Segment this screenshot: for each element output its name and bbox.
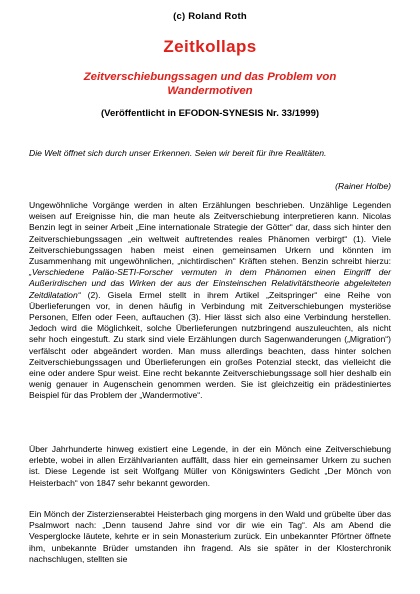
publication-info: (Veröffentlicht in EFODON-SYNESIS Nr. 33/1999) <box>100 108 320 119</box>
article-title: Zeitkollaps <box>163 37 257 56</box>
epigraph-author: (Rainer Holbe) <box>335 181 391 191</box>
paragraph-1-part-b: (2). Gisela Ermel stellt in ihrem Artikel „Zeitspringer“ eine Reihe von Überlieferungen vor, in denen häufig in Verbindung mit Zeitverschiebungen mysteriöse Personen, Elfen oder Feen, auftauchen (3). Hier lässt sich also eine Verbindung herstellen. Jedoch wird die Möglichkeit, solche Überlieferungen nutzbringend auszuleuchten, als nicht sehr hoch eingestuft. Zu stark sind viele Erzählungen durch Sagenwanderungen („Migration“) verfälscht oder abgeändert worden. Man muss allerdings beachten, dass hinter solchen Zeitverschiebungssagen und Überlieferungen ein großes Potenzial steckt, das vielleicht die eine oder andere Spur weist. Eine recht bekannte Zeitverschiebungssage soll hier deshalb ein wenig genauer in Augenschein genommen werden. Sie ist gleichzeitig ein prädestiniertes Beispiel für das Problem der „Wandermotive“. <box>29 289 391 401</box>
paragraph-1 <box>29 200 391 402</box>
paragraph-1-quote: „Verschiedene Paläo-SETI-Forscher vermuten in dem Phänomen einen Eingriff der Außerirdischen und das Wirken der aus der Einsteinschen Relativitätstheorie abgeleiteten Zeitdilatation“ <box>29 267 391 300</box>
paragraph-1-part-a: Ungewöhnliche Vorgänge werden in alten Erzählungen beschrieben. Unzählige Legenden weisen auf Ereignisse hin, die man heute als Zeitverschiebung interpretieren kann. Nicolas Benzin legt in seiner Arbeit „Eine internationale Strategie der Götter“ dar, dass sich hinter den Zeitverschiebungssagen „ein weltweit auftretendes reales Phänomen verbirgt“ (1). Viele Zeitverschiebungssagen haben meist einen gemeinsamen Urkern und könnten im Zusammenhang mit ungewöhnlichen, „nichtirdischen“ Kräften stehen. Benzin schreibt hierzu: <box>29 200 391 267</box>
paragraph-3: Ein Mönch der Zisterzienserabtei Heisterbach ging morgens in den Wald und grübelte über das Psalmwort nach: „Denn tausend Jahre sind vor dir wie ein Tag“. Als am Abend die Vesperglocke läutete, kehrte er in sein Monasterium zurück. Ein unbekannter Pförtner öffnete ihm, unbekannte Brüder umstanden ihn fragend. Als sie später in der Klosterchronik nachschlugen, stellten sie <box>29 509 391 564</box>
article-subtitle: Zeitverschiebungssagen und das Problem von Wandermotiven <box>83 71 337 97</box>
epigraph-quote: Die Welt öffnet sich durch unser Erkennen. Seien wir bereit für ihre Realitäten. <box>29 148 327 158</box>
copyright-line: (c) Roland Roth <box>173 11 247 22</box>
paragraph-2: Über Jahrhunderte hinweg existiert eine Legende, in der ein Mönch eine Zeitverschiebung erlebte, wobei in allen Erzählvarianten auffällt, dass hier ein gemeinsamer Urkern zu suchen ist. Diese Legende ist seit Wolfgang Müller von Königswinters Gedicht „Der Mönch von Heisterbach“ von 1847 sehr bekannt geworden. <box>29 444 391 488</box>
